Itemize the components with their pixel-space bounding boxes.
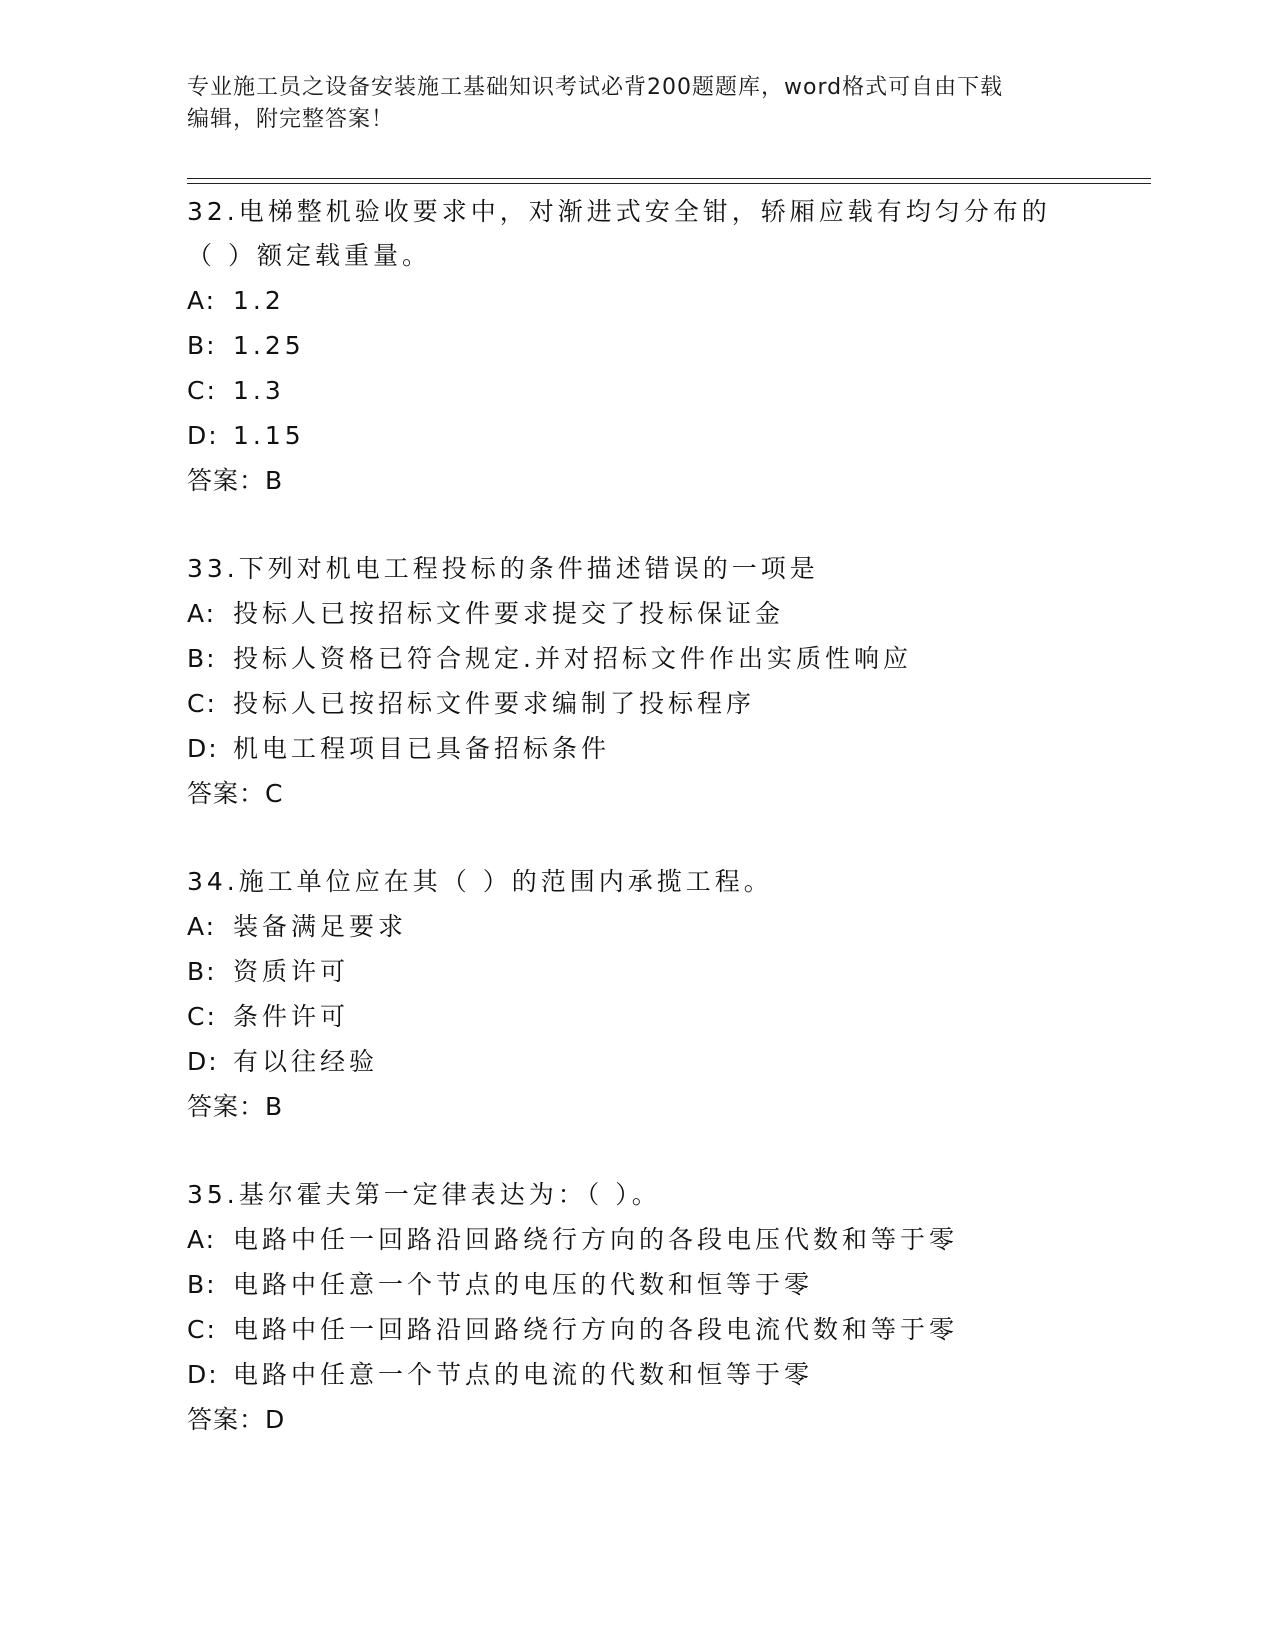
- option-letter: B:: [187, 331, 217, 360]
- question-34: [187, 860, 1147, 1129]
- option-b: [187, 636, 1147, 681]
- option-letter: B:: [187, 644, 217, 673]
- option-text: 1.2: [233, 286, 285, 315]
- option-text: 投标人资格已符合规定.并对招标文件作出实质性响应: [233, 644, 912, 673]
- question-stem: 34.施工单位应在其（ ）的范围内承揽工程。: [187, 867, 773, 896]
- option-letter: A:: [187, 912, 217, 941]
- option-letter: D:: [187, 1360, 219, 1389]
- option-b: [187, 323, 1147, 368]
- option-text: 投标人已按招标文件要求提交了投标保证金: [233, 599, 785, 628]
- option-text: 条件许可: [233, 1002, 350, 1031]
- option-text: 装备满足要求: [233, 912, 408, 941]
- document-header: [187, 72, 1087, 136]
- option-text: 1.3: [233, 376, 285, 405]
- option-text: 有以往经验: [233, 1047, 379, 1076]
- header-line-1: 专业施工员之设备安装施工基础知识考试必背200题题库，word格式可自由下载: [187, 75, 1004, 100]
- option-d: [187, 1039, 1147, 1084]
- option-a: [187, 904, 1147, 949]
- question-stem: 35.基尔霍夫第一定律表达为：（ ）。: [187, 1180, 661, 1209]
- question-33: [187, 547, 1147, 816]
- option-d: [187, 413, 1147, 458]
- option-letter: A:: [187, 599, 217, 628]
- question-stem: 33.下列对机电工程投标的条件描述错误的一项是: [187, 554, 819, 583]
- option-text: 1.25: [233, 331, 305, 360]
- answer-label: 答案：B: [187, 1092, 284, 1121]
- option-letter: D:: [187, 1047, 219, 1076]
- option-a: [187, 278, 1147, 323]
- option-c: [187, 368, 1147, 413]
- option-letter: C:: [187, 1315, 217, 1344]
- option-a: [187, 1217, 1147, 1262]
- question-stem: 32.电梯整机验收要求中，对渐进式安全钳，轿厢应载有均匀分布的（ ）额定载重量。: [187, 197, 1051, 270]
- answer-label: 答案：C: [187, 779, 284, 808]
- option-a: [187, 591, 1147, 636]
- option-letter: B:: [187, 957, 217, 986]
- option-b: [187, 949, 1147, 994]
- option-letter: B:: [187, 1270, 217, 1299]
- option-text: 电路中任意一个节点的电压的代数和恒等于零: [233, 1270, 814, 1299]
- option-letter: C:: [187, 376, 217, 405]
- answer-label: 答案：D: [187, 1405, 286, 1434]
- option-letter: A:: [187, 1225, 217, 1254]
- header-line-2: 编辑，附完整答案！: [187, 107, 395, 132]
- option-text: 投标人已按招标文件要求编制了投标程序: [233, 689, 756, 718]
- option-text: 电路中任一回路沿回路绕行方向的各段电流代数和等于零: [233, 1315, 959, 1344]
- option-text: 电路中任意一个节点的电流的代数和恒等于零: [233, 1360, 814, 1389]
- question-35: [187, 1173, 1147, 1442]
- question-list: [187, 190, 1147, 1486]
- option-c: [187, 994, 1147, 1039]
- option-c: [187, 1307, 1147, 1352]
- option-text: 1.15: [233, 421, 305, 450]
- question-32: [187, 190, 1147, 503]
- option-c: [187, 681, 1147, 726]
- option-text: 电路中任一回路沿回路绕行方向的各段电压代数和等于零: [233, 1225, 959, 1254]
- answer-label: 答案：B: [187, 466, 284, 495]
- option-d: [187, 726, 1147, 771]
- option-text: 资质许可: [233, 957, 350, 986]
- option-b: [187, 1262, 1147, 1307]
- option-d: [187, 1352, 1147, 1397]
- option-text: 机电工程项目已具备招标条件: [233, 734, 611, 763]
- option-letter: C:: [187, 689, 217, 718]
- option-letter: C:: [187, 1002, 217, 1031]
- header-divider-top: [187, 178, 1151, 179]
- header-divider-bottom: [187, 183, 1151, 184]
- option-letter: A:: [187, 286, 217, 315]
- option-letter: D:: [187, 734, 219, 763]
- option-letter: D:: [187, 421, 219, 450]
